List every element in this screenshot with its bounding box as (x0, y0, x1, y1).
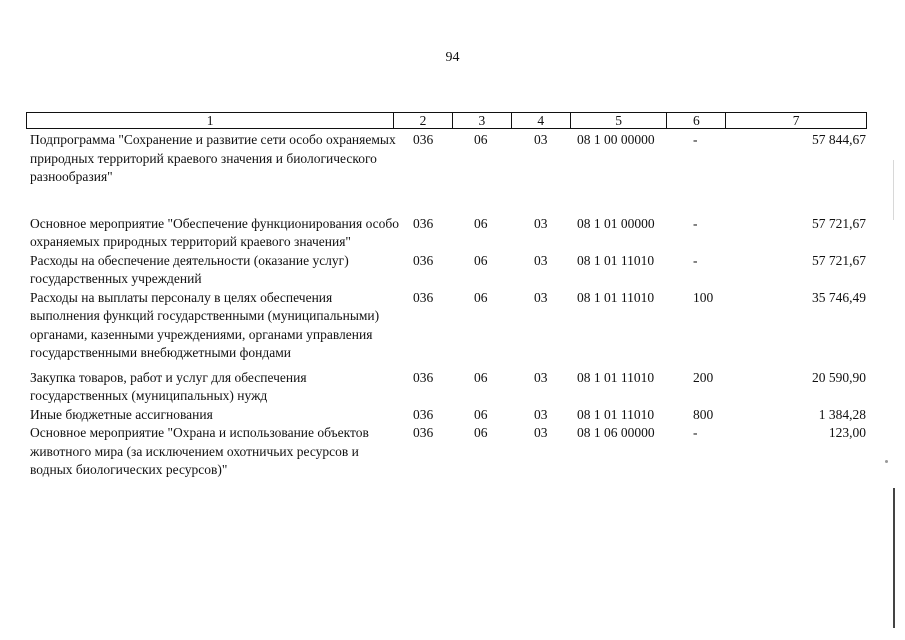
table-row (30, 252, 870, 289)
row-code-4: 03 (534, 289, 548, 305)
row-code-2: 036 (413, 425, 434, 440)
header-col-1: 1 (27, 113, 394, 128)
table-row (30, 289, 870, 363)
row-code-3: 06 (474, 132, 488, 147)
row-code-4: 03 (534, 215, 548, 231)
row-amount: 20 590,90 (812, 369, 866, 385)
row-code-3: 06 (474, 252, 488, 268)
row-amount: 35 746,49 (812, 289, 866, 305)
row-amount: 123,00 (828, 425, 866, 440)
row-code-2: 036 (413, 369, 434, 385)
row-code-4: 03 (534, 132, 548, 147)
table-row (30, 406, 870, 425)
row-code-4: 03 (534, 406, 548, 422)
row-code-3: 06 (474, 406, 488, 422)
row-name: Основное мероприятие "Охрана и использование объектов животного мира (за исключением охотничьих ресурсов и водных биологических ресурсов)" (30, 425, 369, 477)
header-col-2: 2 (394, 113, 453, 128)
row-code-5: 08 1 06 00000 (577, 425, 655, 440)
table-row (30, 131, 870, 187)
row-code-5: 08 1 01 00000 (577, 215, 655, 231)
row-amount: 1 384,28 (818, 406, 866, 422)
header-col-4: 4 (512, 113, 571, 128)
table-header (26, 112, 867, 129)
row-amount: 57 721,67 (812, 252, 866, 268)
row-code-2: 036 (413, 132, 434, 147)
row-name: Основное мероприятие "Обеспечение функционирования особо охраняемых природных территорий краевого значения" (30, 215, 400, 249)
row-code-3: 06 (474, 289, 488, 305)
row-code-3: 06 (474, 369, 488, 385)
row-code-5: 08 1 01 11010 (577, 289, 655, 305)
scan-dot-mark (885, 460, 888, 463)
row-code-6: - (693, 132, 698, 147)
row-code-6: - (693, 252, 698, 268)
row-name: Расходы на выплаты персоналу в целях обеспечения выполнения функций государственными (муниципальными) органами, казенными учреждениями, органами управления государственными внебюджетными фондами (30, 289, 380, 360)
scan-edge-mark (893, 160, 894, 220)
row-code-4: 03 (534, 425, 548, 440)
row-code-6: - (693, 425, 698, 440)
header-col-6: 6 (667, 113, 726, 128)
row-name: Расходы на обеспечение деятельности (оказание услуг) государственных учреждений (30, 252, 349, 286)
row-code-5: 08 1 00 00000 (577, 132, 655, 147)
table-row (30, 215, 870, 252)
table-row (30, 369, 870, 406)
table-body (30, 131, 870, 480)
table-row (30, 424, 870, 480)
page-number: 94 (445, 50, 460, 65)
scan-edge-line (893, 488, 895, 628)
row-code-2: 036 (413, 215, 434, 231)
row-code-5: 08 1 01 11010 (577, 252, 655, 268)
row-code-5: 08 1 01 11010 (577, 369, 655, 385)
row-amount: 57 721,67 (812, 215, 866, 231)
row-name: Закупка товаров, работ и услуг для обеспечения государственных (муниципальных) нужд (30, 369, 307, 403)
row-name: Подпрограмма "Сохранение и развитие сети особо охраняемых природных территорий краевого значения и биологического разнообразия" (30, 132, 396, 184)
header-col-5: 5 (571, 113, 668, 128)
row-code-6: 800 (693, 406, 714, 422)
row-code-6: 200 (693, 369, 714, 385)
row-code-3: 06 (474, 215, 488, 231)
row-name: Иные бюджетные ассигнования (30, 406, 213, 422)
row-code-6: 100 (693, 289, 714, 305)
row-code-4: 03 (534, 252, 548, 268)
row-code-3: 06 (474, 425, 488, 440)
row-code-6: - (693, 215, 698, 231)
row-code-2: 036 (413, 406, 434, 422)
row-code-2: 036 (413, 252, 434, 268)
row-amount: 57 844,67 (812, 132, 866, 147)
header-col-7: 7 (792, 113, 800, 128)
row-code-4: 03 (534, 369, 548, 385)
row-code-2: 036 (413, 289, 434, 305)
header-col-3: 3 (453, 113, 512, 128)
row-code-5: 08 1 01 11010 (577, 406, 655, 422)
